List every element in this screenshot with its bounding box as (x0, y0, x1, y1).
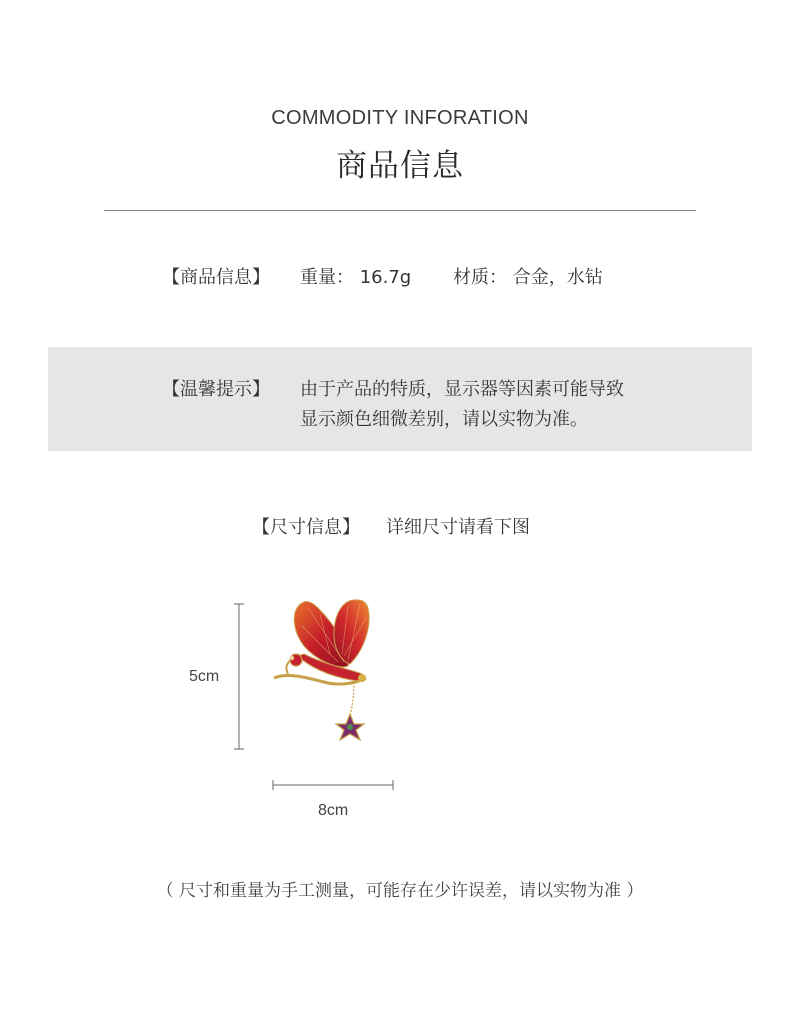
size-info-label: 【尺寸信息】 (252, 517, 360, 538)
notice-line-1: 由于产品的特质，显示器等因素可能导致 (300, 379, 624, 400)
notice-label: 【温馨提示】 (162, 379, 270, 400)
product-material: 材质： 合金，水钻 (453, 267, 603, 288)
width-label: 8cm (318, 802, 349, 819)
dragonfly-brooch-image (268, 596, 380, 744)
size-info-text: 详细尺寸请看下图 (386, 517, 530, 538)
height-label: 5cm (189, 668, 220, 685)
title-en: COMMODITY INFORATION (271, 107, 529, 129)
width-dimension-line (272, 778, 396, 792)
divider (104, 210, 696, 211)
height-dimension-line (230, 603, 250, 751)
product-info-label: 【商品信息】 (162, 267, 270, 288)
footer-note: （ 尺寸和重量为手工测量，可能存在少许误差，请以实物为准 ） (156, 881, 644, 901)
product-weight: 重量： 16.7g (300, 267, 412, 288)
notice-line-2: 显示颜色细微差别，请以实物为准。 (300, 409, 588, 430)
title-cn: 商品信息 (336, 148, 464, 184)
